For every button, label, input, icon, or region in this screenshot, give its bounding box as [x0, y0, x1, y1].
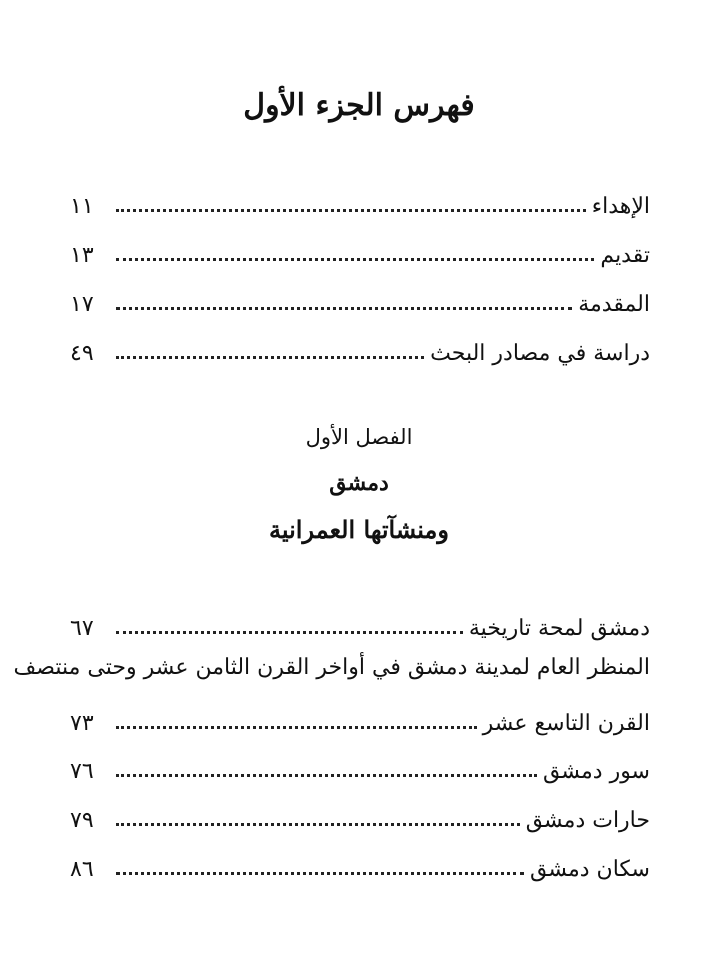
dot-leader	[116, 258, 594, 261]
toc-entry-page: ٧٩	[70, 808, 94, 833]
dot-leader	[116, 307, 572, 310]
dot-leader	[116, 726, 477, 729]
toc-entry-label: المقدمة	[578, 292, 650, 317]
toc-entry-label: دمشق لمحة تاريخية	[468, 616, 650, 641]
dot-leader	[116, 209, 586, 212]
chapter-title-line1: دمشق	[329, 470, 389, 496]
toc-entry-population	[70, 846, 650, 882]
toc-entry-page: ٧٣	[70, 711, 94, 736]
dot-leader	[116, 631, 463, 634]
toc-entry-label: سكان دمشق	[530, 857, 650, 882]
toc-entry-label: حارات دمشق	[525, 808, 650, 833]
toc-entry-page: ١١	[70, 194, 94, 219]
toc-entry-page: ٤٩	[70, 341, 94, 366]
toc-entry-page: ٧٦	[70, 759, 94, 784]
chapter-title-line2: ومنشآتها العمرانية	[269, 515, 449, 544]
toc-entry-page: ٨٦	[70, 857, 94, 882]
toc-entry-introduction	[70, 281, 650, 317]
dot-leader	[116, 774, 537, 777]
toc-entry-label: تقديم	[600, 243, 650, 268]
toc-entry-label: دراسة في مصادر البحث	[430, 341, 650, 366]
toc-entry-page: ١٣	[70, 243, 94, 268]
toc-entry-label: سور دمشق	[543, 759, 650, 784]
toc-entry-page: ١٧	[70, 292, 94, 317]
toc-entry-label: القرن التاسع عشر	[482, 711, 650, 736]
toc-entry-page: ٦٧	[70, 616, 94, 641]
dot-leader	[116, 823, 520, 826]
dot-leader	[116, 356, 424, 359]
toc-entry-city-wall	[70, 748, 650, 784]
dot-leader	[116, 872, 524, 875]
toc-entry-long-line1: المنظر العام لمدينة دمشق في أواخر القرن الثامن عشر وحتى منتصف	[13, 655, 650, 680]
toc-entry-label: الإهداء	[591, 194, 650, 219]
toc-entry-sources-study	[70, 330, 650, 366]
toc-entry-nineteenth-century	[70, 700, 650, 736]
toc-entry-preface	[70, 232, 650, 268]
toc-entry-quarters	[70, 797, 650, 833]
toc-entry-dedication	[70, 183, 650, 219]
page-title: فهرس الجزء الأول	[243, 88, 475, 123]
toc-entry-historical-overview	[70, 605, 650, 641]
chapter-number: الفصل الأول	[305, 425, 413, 449]
